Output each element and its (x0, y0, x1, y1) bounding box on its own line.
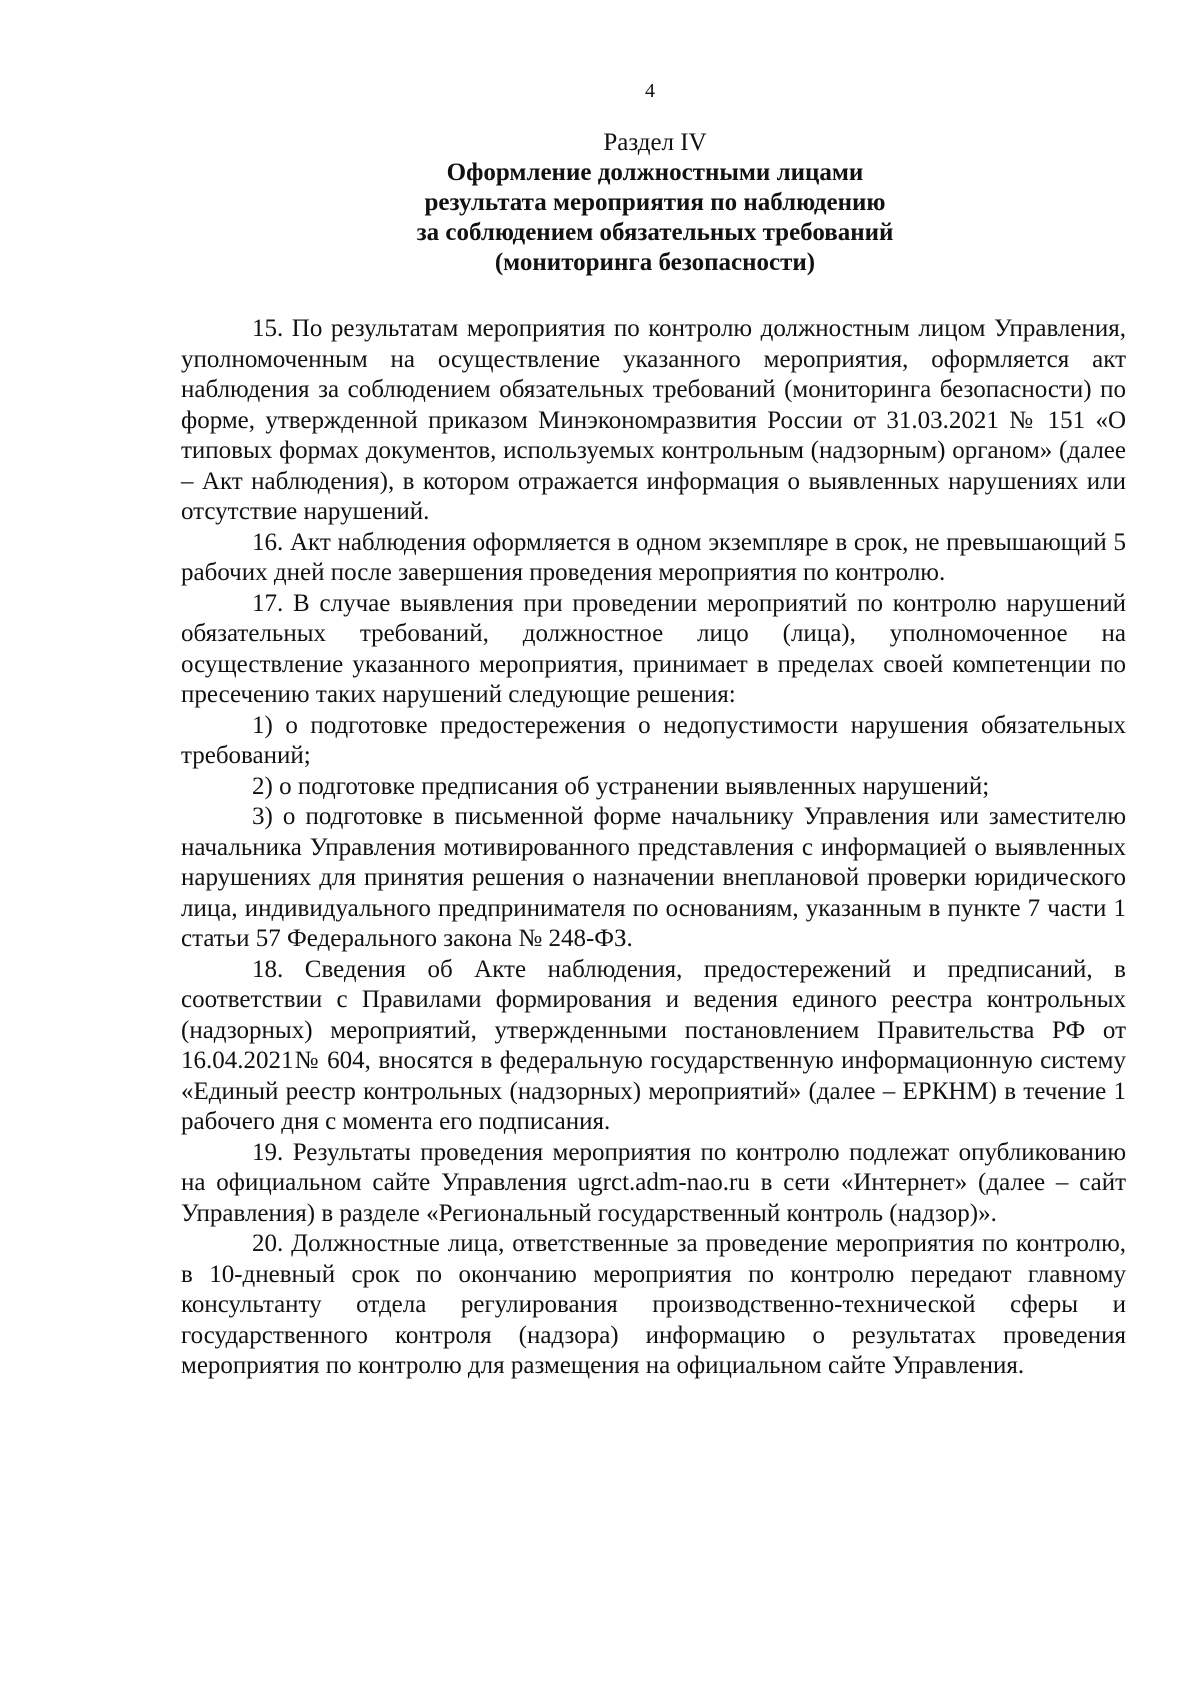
paragraph-16: 16. Акт наблюдения оформляется в одном экземпляре в срок, не превышающий 5 рабочих дней после завершения проведения мероприятия по контролю. (181, 528, 1126, 586)
list-item-3: 3) о подготовке в письменной форме начальнику Управления или заместителю начальника Управления мотивированного представления с информацией о выявленных нарушениях для принятия решения о назначении внеплановой проверки юридического лица, индивидуального предпринимателя по основаниям, указанным в пункте 7 части 1 статьи 57 Федерального закона № 248-ФЗ. (181, 803, 1126, 952)
paragraph-19: 19. Результаты проведения мероприятия по контролю подлежат опубликованию на официальном сайте Управления ugrct.adm-nao.ru в сети «Интернет» (далее – сайт Управления) в разделе «Региональный государственный контроль (надзор)». (181, 1138, 1126, 1227)
paragraph-20: 20. Должностные лица, ответственные за проведение мероприятия по контролю, в 10-дневный срок по окончанию мероприятия по контролю передают главному консультанту отдела регулирования производственно-технической сферы и государственного контроля (надзора) информацию о результатах проведения мероприятия по контролю для размещения на официальном сайте Управления. (181, 1230, 1126, 1379)
document-body (181, 314, 1126, 1382)
page-number: 4 (645, 80, 655, 102)
list-item-2: 2) о подготовке предписания об устранении выявленных нарушений; (252, 772, 990, 800)
list-item-1: 1) о подготовке предостережения о недопустимости нарушения обязательных требований; (181, 711, 1126, 769)
paragraph-17: 17. В случае выявления при проведении мероприятий по контролю нарушений обязательных требований, должностное лицо (лица), уполномоченное на осуществление указанного мероприятия, принимает в пределах своей компетенции по пресечению таких нарушений следующие решения: (181, 589, 1126, 708)
paragraph-18: 18. Сведения об Акте наблюдения, предостережений и предписаний, в соответствии с Правилами формирования и ведения единого реестра контрольных (надзорных) мероприятий, утвержденными постановлением Правительства РФ от 16.04.2021№ 604, вносятся в федеральную государственную информационную систему «Единый реестр контрольных (надзорных) мероприятий» (далее – ЕРКНМ) в течение 1 рабочего дня с момента его подписания. (181, 955, 1126, 1135)
heading-line: результата мероприятия по наблюдению (424, 189, 886, 216)
section-heading (180, 128, 1130, 278)
paragraph-15: 15. По результатам мероприятия по контролю должностным лицом Управления, уполномоченным на осуществление указанного мероприятия, оформляется акт наблюдения за соблюдением обязательных требований (мониторинга безопасности) по форме, утвержденной приказом Минэкономразвития России от 31.03.2021 № 151 «О типовых формах документов, используемых контрольным (надзорным) органом» (далее – Акт наблюдения), в котором отражается информация о выявленных нарушениях или отсутствие нарушений. (181, 315, 1126, 525)
heading-line: за соблюдением обязательных требований (416, 219, 894, 246)
heading-line: Оформление должностными лицами (446, 159, 864, 186)
section-title: Раздел IV (603, 129, 707, 156)
heading-line: (мониторинга безопасности) (494, 249, 816, 276)
